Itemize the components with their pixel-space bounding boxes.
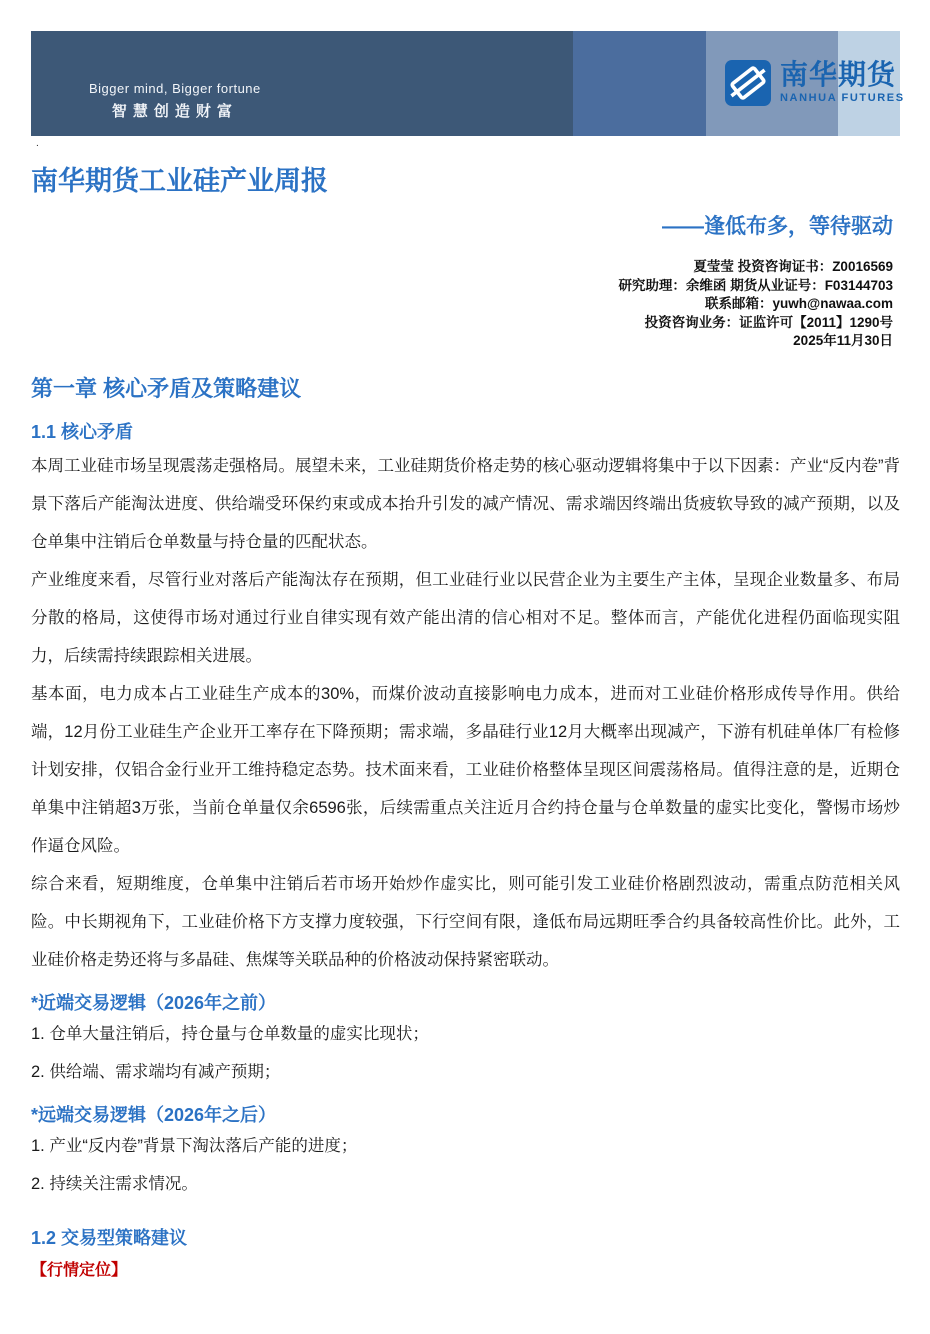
banner-segment-medium [573, 31, 706, 136]
body-paragraph-1: 本周工业硅市场呈现震荡走强格局。展望未来，工业硅期货价格走势的核心驱动逻辑将集中于以下因素：产业“反内卷”背景下落后产能淘汰进度、供给端受环保约束或成本抬升引发的减产情况、需求端因终端出货疲软导致的减产预期，以及仓单集中注销后仓单数量与持仓量的匹配状态。 [31, 456, 900, 551]
report-page [0, 31, 930, 1334]
report-date: 2025年11月30日 [793, 333, 893, 348]
far-term-logic-item-1: 1. 产业“反内卷”背景下淘汰落后产能的进度； [31, 1136, 358, 1155]
report-title: 南华期货工业硅产业周报 [31, 166, 328, 196]
section-1-1-heading: 1.1 核心矛盾 [31, 421, 134, 442]
body-paragraph-3: 基本面，电力成本占工业硅生产成本的30%，而煤价波动直接影响电力成本，进而对工业硅价格形成传导作用。供给端，12月份工业硅生产企业开工率存在下降预期；需求端，多晶硅行业12月大概率出现减产，下游有机硅单体厂有检修计划安排，仅铝合金行业开工维持稳定态势。技术面来看，工业硅价格整体呈现区间震荡格局。值得注意的是，近期仓单集中注销超3万张，当前仓单量仅余6596张，后续需重点关注近月合约持仓量与仓单数量的虚实比变化，警惕市场炒作逼仓风险。 [31, 684, 900, 855]
logo-text-chinese: 南华期货 [780, 59, 897, 90]
header-banner [31, 31, 905, 136]
far-term-logic-heading: *远端交易逻辑（2026年之后） [31, 1104, 277, 1125]
core-contradiction-body [31, 447, 900, 979]
near-term-logic-item-1: 1. 仓单大量注销后，持仓量与仓单数量的虚实比现状； [31, 1024, 429, 1043]
slogan-chinese: 智慧创造财富 [111, 103, 238, 120]
near-term-logic-item-2: 2. 供给端、需求端均有减产预期； [31, 1062, 281, 1081]
body-paragraph-4: 综合来看，短期维度，仓单集中注销后若市场开始炒作虚实比，则可能引发工业硅价格剧烈波动，需重点防范相关风险。中长期视角下，工业硅价格下方支撑力度较强，下行空间有限，逢低布局远期旺季合约具备较高性价比。此外，工业硅价格走势还将与多晶硅、焦煤等关联品种的价格波动保持紧密联动。 [31, 874, 900, 969]
stray-period-mark: . [36, 138, 39, 149]
chapter-1-heading: 第一章 核心矛盾及策略建议 [31, 375, 302, 401]
section-1-2-heading: 1.2 交易型策略建议 [31, 1227, 188, 1248]
body-paragraph-2: 产业维度来看，尽管行业对落后产能淘汰存在预期，但工业硅行业以民营企业为主要生产主体，呈现企业数量多、布局分散的格局，这使得市场对通过行业自律实现有效产能出清的信心相对不足。整体而言，产能优化进程仍面临现实阻力，后续需持续跟踪相关进展。 [31, 570, 900, 665]
slogan-english: Bigger mind, Bigger fortune [89, 81, 261, 96]
analyst-credential-line: 夏莹莹 投资咨询证书：Z0016569 [693, 259, 893, 274]
brand-slogan [89, 81, 261, 121]
nanhua-logo [725, 60, 905, 106]
assistant-credential-line: 研究助理：余维函 期货从业证号：F03144703 [618, 277, 893, 293]
logo-text [780, 60, 905, 104]
nanhua-logo-icon [725, 60, 771, 106]
logo-text-english: NANHUA FUTURES [780, 92, 905, 105]
report-subtitle: ——逢低布多，等待驱动 [662, 215, 893, 238]
far-term-logic-item-2: 2. 持续关注需求情况。 [31, 1174, 198, 1193]
contact-email-line: 联系邮箱：yuwh@nawaa.com [705, 296, 893, 311]
author-info-block [31, 258, 893, 351]
market-position-label: 【行情定位】 [31, 1261, 128, 1279]
near-term-logic-heading: *近端交易逻辑（2026年之前） [31, 992, 277, 1013]
license-line: 投资咨询业务：证监许可【2011】1290号 [644, 314, 893, 330]
